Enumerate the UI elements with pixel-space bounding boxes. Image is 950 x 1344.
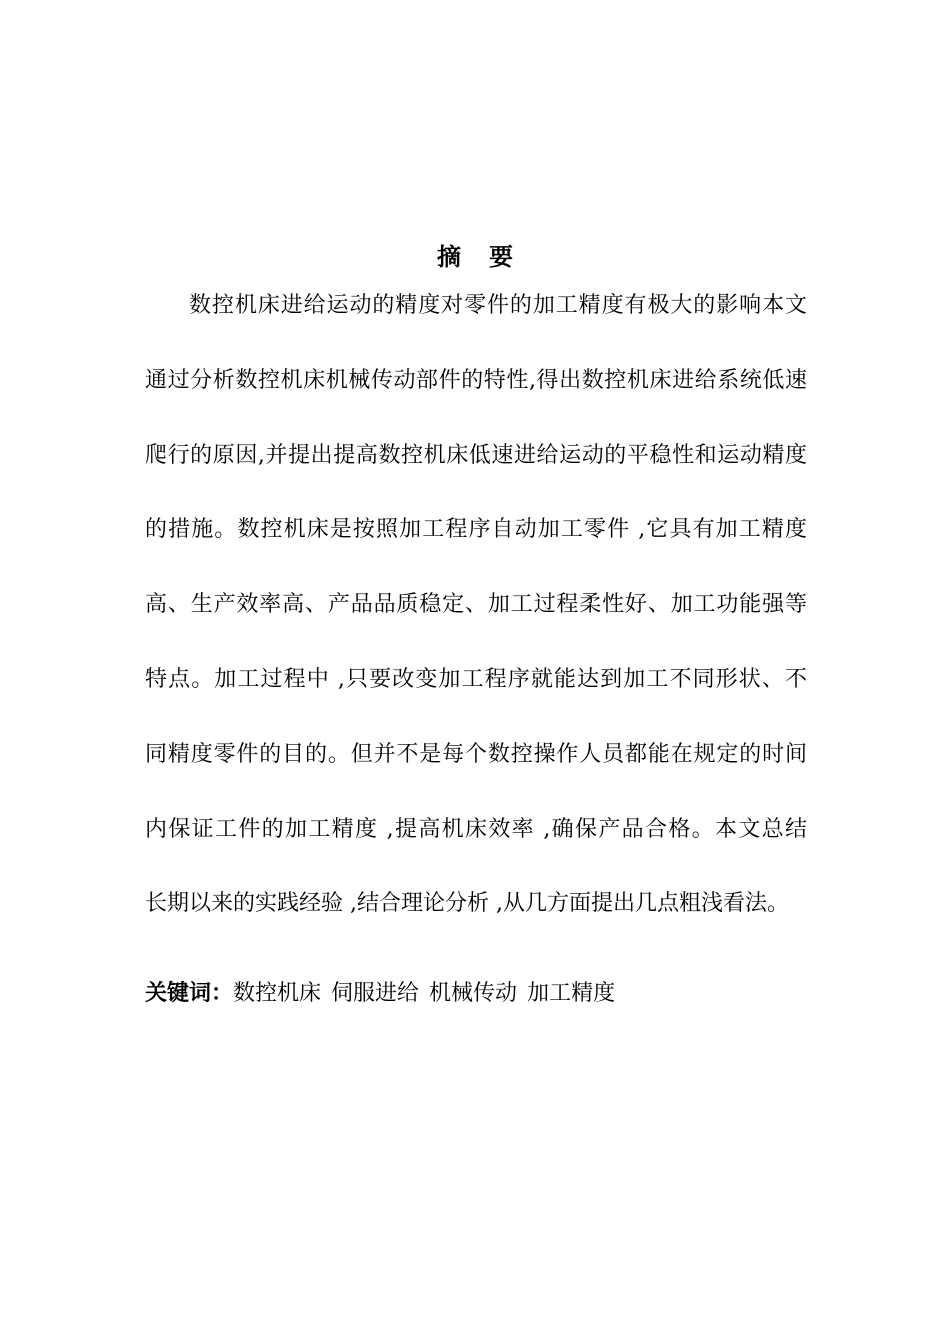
keywords-line (145, 976, 807, 1012)
abstract-line: 特点。加工过程中 ,只要改变加工程序就能达到加工不同形状、不 (145, 666, 807, 692)
keywords-label: 关键词： (145, 981, 234, 1006)
abstract-line: 数控机床进给运动的精度对零件的加工精度有极大的影响本文 (189, 293, 807, 318)
abstract-line: 高、生产效率高、产品品质稳定、加工过程柔性好、加工功能强等 (145, 592, 807, 618)
keyword-item: 伺服进给 (331, 981, 420, 1006)
abstract-body (145, 288, 807, 961)
abstract-title-char-2: 要 (489, 243, 513, 271)
abstract-line: 长期以来的实践经验 ,结合理论分析 ,从几方面提出几点粗浅看法。 (145, 891, 789, 917)
abstract-title (0, 240, 950, 274)
keyword-item: 数控机床 (233, 981, 322, 1006)
abstract-title-char-1: 摘 (437, 243, 461, 271)
keyword-item: 机械传动 (429, 981, 518, 1006)
abstract-line: 同精度零件的目的。但并不是每个数控操作人员都能在规定的时间 (145, 741, 807, 767)
abstract-line: 通过分析数控机床机械传动部件的特性,得出数控机床进给系统低速 (145, 367, 807, 393)
abstract-line: 内保证工件的加工精度 ,提高机床效率 ,确保产品合格。本文总结 (145, 816, 807, 842)
abstract-line: 爬行的原因,并提出提高数控机床低速进给运动的平稳性和运动精度 (145, 442, 807, 468)
abstract-line: 的措施。数控机床是按照加工程序自动加工零件 ,它具有加工精度 (145, 517, 807, 543)
keyword-item: 加工精度 (527, 981, 616, 1006)
